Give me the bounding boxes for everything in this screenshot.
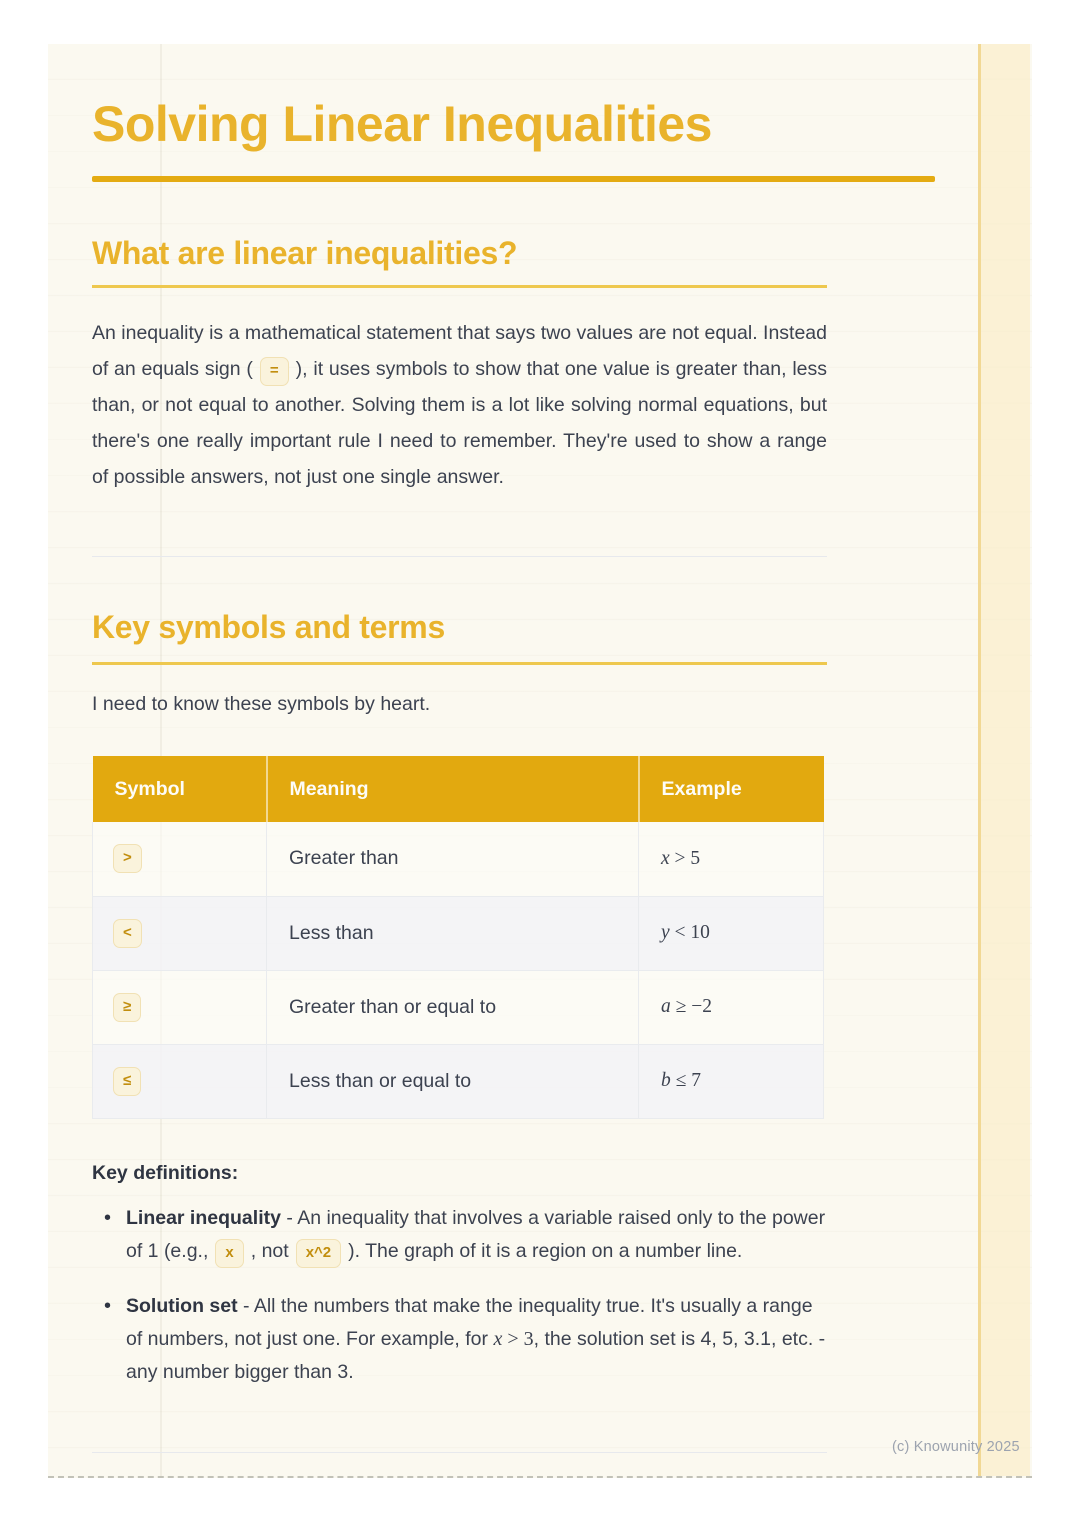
example-relation: < 10	[669, 922, 710, 943]
bottom-divider	[92, 1452, 827, 1453]
term-label: Linear inequality	[126, 1207, 281, 1229]
example-variable: x	[661, 847, 670, 869]
inline-code-x-squared: x^2	[296, 1239, 341, 1268]
definition-text: , not	[250, 1240, 289, 1262]
key-definitions-heading: Key definitions:	[92, 1162, 239, 1184]
example-cell	[639, 970, 824, 1044]
example-relation: > 5	[669, 847, 701, 869]
section-heading-key-symbols: Key symbols and terms	[92, 609, 445, 645]
symbols-table	[92, 756, 824, 1119]
meaning-cell: Greater than	[267, 822, 639, 896]
section-heading-what-are-linear-inequalities: What are linear inequalities?	[92, 235, 518, 271]
inline-code-x: x	[215, 1239, 243, 1268]
term-label: Solution set	[126, 1295, 238, 1317]
definition-text: - An inequality that involves a variable raised only to the power of 1 (e.g.,	[126, 1207, 826, 1262]
symbol-cell	[93, 896, 267, 970]
definition-text: - All the numbers that make the inequality true. It's usually a range of numbers, not just one. For example, for	[126, 1295, 813, 1350]
example-cell	[639, 1044, 824, 1118]
intro-text-after: ), it uses symbols to show that one value is greater than, less than, or not equal to another. Solving them is a lot like solving normal equations, but there's one really important rule I need to remember. They're used to show a range of possible answers, not just one single answer.	[92, 358, 827, 488]
symbol-badge-less-equal: ≤	[113, 1067, 141, 1096]
list-item-solution-set	[102, 1290, 827, 1389]
definitions-list	[102, 1202, 827, 1411]
table-header-meaning: Meaning	[267, 756, 639, 822]
meaning-cell: Less than	[267, 896, 639, 970]
example-cell	[639, 822, 824, 896]
section-divider	[92, 556, 827, 557]
symbols-lead-paragraph: I need to know these symbols by heart.	[92, 693, 431, 715]
table-row	[93, 1044, 824, 1118]
symbol-cell	[93, 822, 267, 896]
symbol-cell	[93, 970, 267, 1044]
example-variable: b	[661, 1070, 671, 1091]
definition-text: , the solution set is 4, 5, 3.1, etc. - any number bigger than 3.	[126, 1328, 826, 1383]
symbol-badge-greater-than: >	[113, 844, 142, 873]
meaning-cell: Less than or equal to	[267, 1044, 639, 1118]
table-row	[93, 896, 824, 970]
math-relation: > 3	[502, 1328, 534, 1350]
list-item-linear-inequality	[102, 1202, 827, 1268]
intro-paragraph	[92, 315, 827, 495]
table-header-symbol: Symbol	[93, 756, 267, 822]
title-underline	[92, 176, 935, 182]
symbol-badge-greater-equal: ≥	[113, 993, 141, 1022]
example-variable: y	[661, 922, 670, 943]
example-variable: a	[661, 996, 671, 1017]
page-title: Solving Linear Inequalities	[92, 96, 712, 152]
math-variable: x	[493, 1328, 503, 1350]
section-underline	[92, 662, 827, 665]
notebook-paper	[48, 44, 1032, 1478]
table-header-row	[93, 756, 824, 822]
notebook-margin-band	[978, 44, 1030, 1476]
section-underline	[92, 285, 827, 288]
symbol-cell	[93, 1044, 267, 1118]
table-row	[93, 822, 824, 896]
example-relation: ≥ −2	[670, 996, 712, 1017]
intro-text-before: An inequality is a mathematical statement that says two values are not equal. Instead of an equals sign (	[92, 322, 827, 380]
math-expression	[493, 1328, 533, 1350]
meaning-cell: Greater than or equal to	[267, 970, 639, 1044]
table-row	[93, 970, 824, 1044]
definition-text: ). The graph of it is a region on a number line.	[348, 1240, 743, 1262]
table-header-example: Example	[639, 756, 824, 822]
example-relation: ≤ 7	[670, 1070, 701, 1091]
equals-code-badge: =	[260, 357, 289, 386]
copyright-watermark: (c) Knowunity 2025	[892, 1439, 1020, 1455]
example-cell	[639, 896, 824, 970]
symbol-badge-less-than: <	[113, 919, 142, 948]
